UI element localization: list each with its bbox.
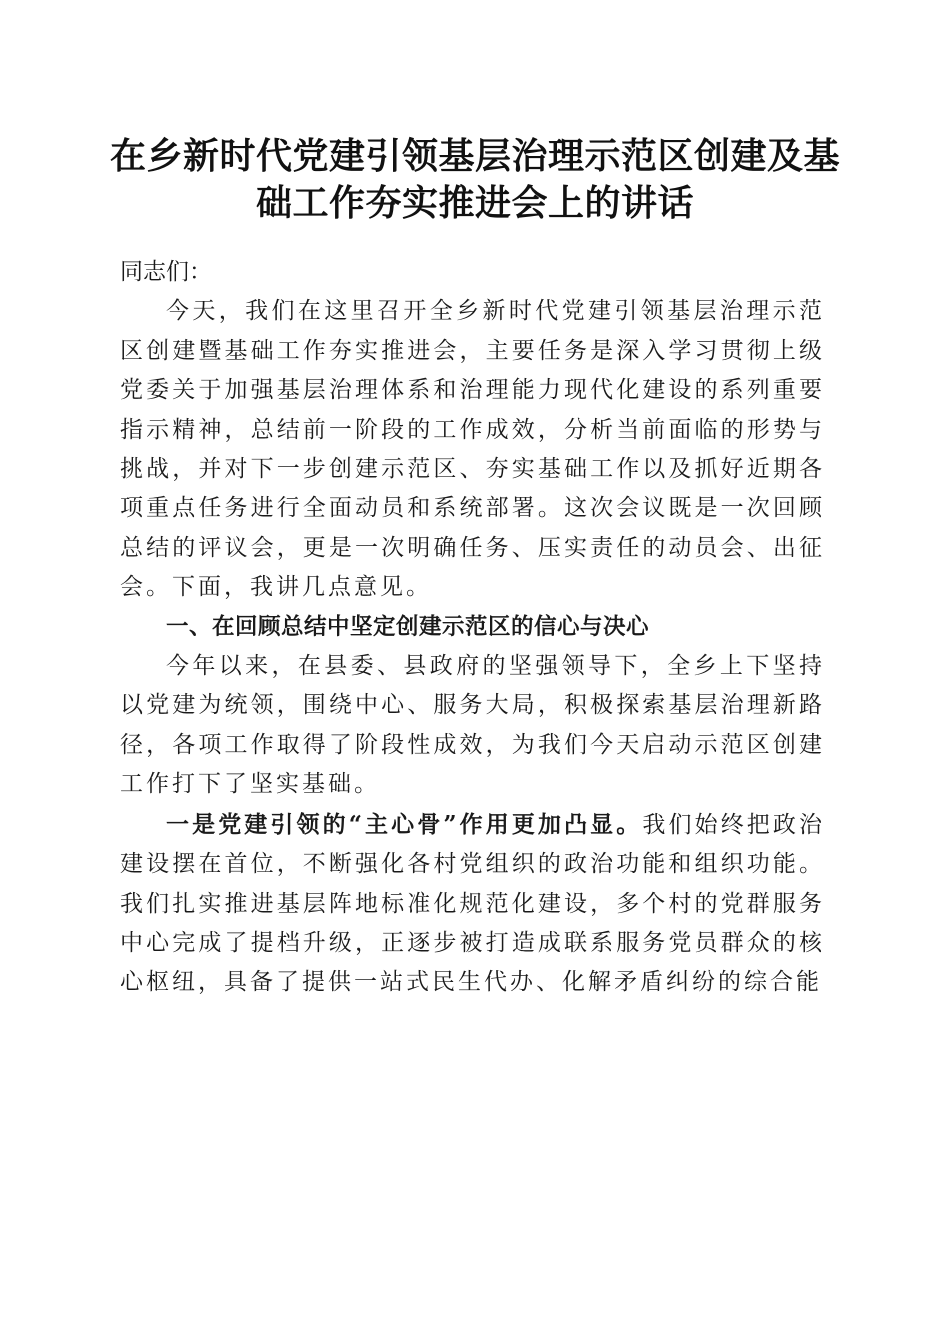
document-title (100, 133, 850, 227)
salutation: 同志们： (120, 259, 212, 285)
document-body (120, 253, 825, 1003)
point-1-paragraph (120, 805, 825, 1003)
title-line-1: 在乡新时代党建引领基层治理示范区创建及基 (109, 135, 840, 177)
title-line-2: 础工作夯实推进会上的讲话 (255, 182, 694, 224)
section-1-paragraph: 今年以来，在县委、县政府的坚强领导下，全乡上下坚持以党建为统领，围绕中心、服务大局，积极探索基层治理新路径，各项工作取得了阶段性成效，为我们今天启动示范区创建工作打下了坚实基础。 (120, 653, 825, 798)
intro-paragraph: 今天，我们在这里召开全乡新时代党建引领基层治理示范区创建暨基础工作夯实推进会，主要任务是深入学习贯彻上级党委关于加强基层治理体系和治理能力现代化建设的系列重要指示精神，总结前一阶段的工作成效，分析当前面临的形势与挑战，并对下一步创建示范区、夯实基础工作以及抓好近期各项重点任务进行全面动员和系统部署。这次会议既是一次回顾总结的评议会，更是一次明确任务、压实责任的动员会、出征会。下面，我讲几点意见。 (120, 298, 825, 601)
section-heading-1: 一、在回顾总结中坚定创建示范区的信心与决心 (166, 613, 650, 640)
point-1-lead: 一是党建引领的“主心骨”作用更加凸显。 (166, 810, 643, 838)
point-1-text: 我们始终把政治建设摆在首位，不断强化各村党组织的政治功能和组织功能。我们扎实推进基层阵地标准化规范化建设，多个村的党群服务中心完成了提档升级，正逐步被打造成联系服务党员群众的核心枢纽，具备了提供一站式民生代办、化解矛盾纠纷的综合能 (120, 811, 825, 996)
